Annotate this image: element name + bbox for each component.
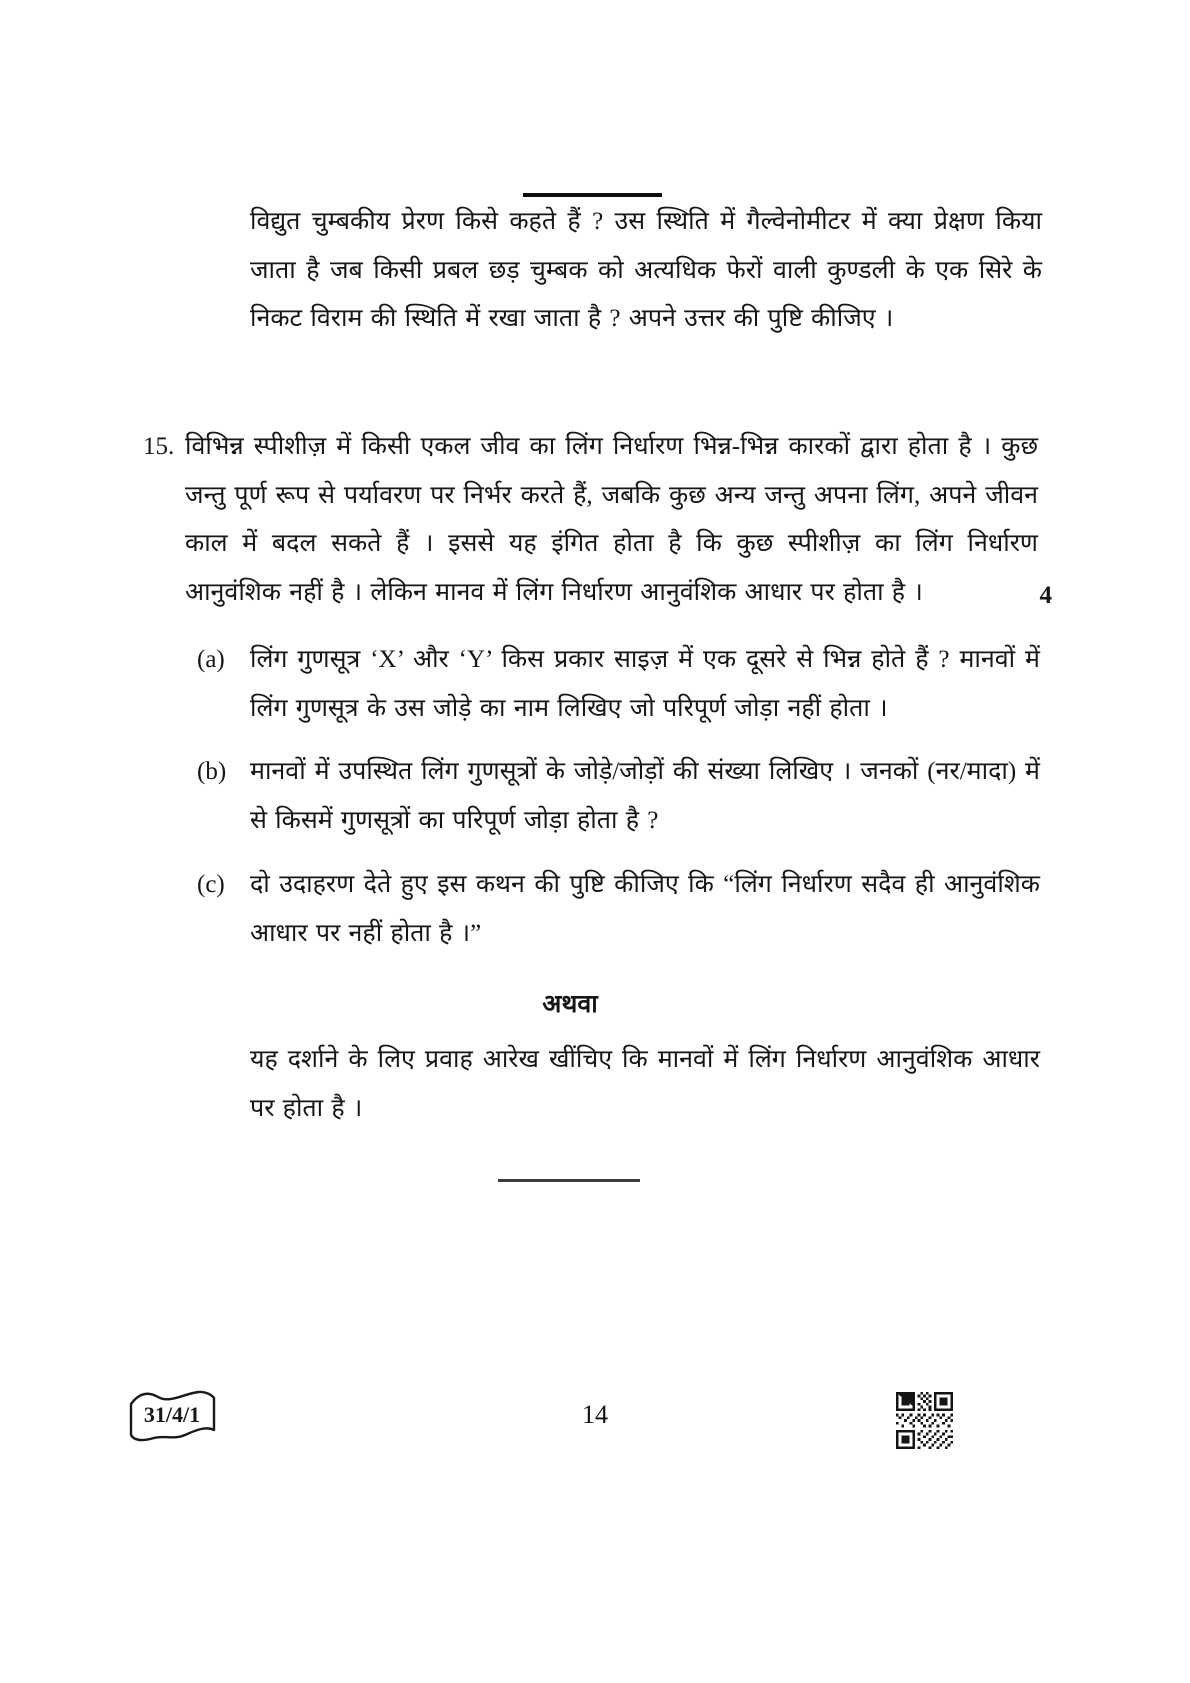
question-15-part-a-label: (a) — [197, 646, 225, 673]
question-15-part-b-label: (b) — [197, 758, 227, 785]
paper-code: 31/4/1 — [143, 1402, 201, 1427]
page-number: 14 — [582, 1400, 608, 1429]
qr-code-icon — [896, 1392, 953, 1449]
question-15-number: 15. — [143, 433, 175, 460]
question-15-alternative-text: यह दर्शाने के लिए प्रवाह आरेख खींचिए कि मानवों में लिंग निर्धारण आनुवंशिक आधार पर होता है । — [250, 1046, 1040, 1122]
question-15-part-c-text: दो उदाहरण देते हुए इस कथन की पुष्टि कीजिए कि “लिंग निर्धारण सदैव ही आनुवंशिक आधार पर नहीं होता है ।” — [250, 871, 1040, 947]
question-15-part-b-text: मानवों में उपस्थित लिंग गुणसूत्रों के जोड़े/जोड़ों की संख्या लिखिए । जनकों (नर/मादा) में से किसमें गुणसूत्रों का परिपूर्ण जोड़ा होता है ? — [250, 758, 1040, 834]
question-separator-top — [523, 193, 662, 197]
question-15-marks: 4 — [1039, 582, 1052, 609]
or-heading: अथवा — [542, 991, 598, 1018]
question-15-part-c-label: (c) — [197, 871, 225, 898]
question-15-part-a-text: लिंग गुणसूत्र ‘X’ और ‘Y’ किस प्रकार साइज़ में एक दूसरे से भिन्न होते हैं ? मानवों में लिंग गुणसूत्र के उस जोड़े का नाम लिखिए जो परिपूर्ण जोड़ा नहीं होता । — [250, 646, 1040, 722]
question-separator-bottom — [498, 1179, 640, 1182]
question-15-intro-text: विभिन्न स्पीशीज़ में किसी एकल जीव का लिंग निर्धारण भिन्न-भिन्न कारकों द्वारा होता है । कुछ जन्तु पूर्ण रूप से पर्यावरण पर निर्भर करते हैं, जबकि कुछ अन्य जन्तु अपना लिंग, अपने जीवन काल में बदल सकते हैं । इससे यह इंगित होता है कि कुछ स्पीशीज़ का लिंग निर्धारण आनुवंशिक नहीं है । लेकिन मानव में लिंग निर्धारण आनुवंशिक आधार पर होता है । — [185, 433, 1038, 606]
question-14-continuation-text: विद्युत चुम्बकीय प्रेरण किसे कहते हैं ? उस स्थिति में गैल्वेनोमीटर में क्या प्रेक्षण किया जाता है जब किसी प्रबल छड़ चुम्बक को अत्यधिक फेरों वाली कुण्डली के एक सिरे के निकट विराम की स्थिति में रखा जाता है ? अपने उत्तर की पुष्टि कीजिए । — [250, 208, 1042, 332]
